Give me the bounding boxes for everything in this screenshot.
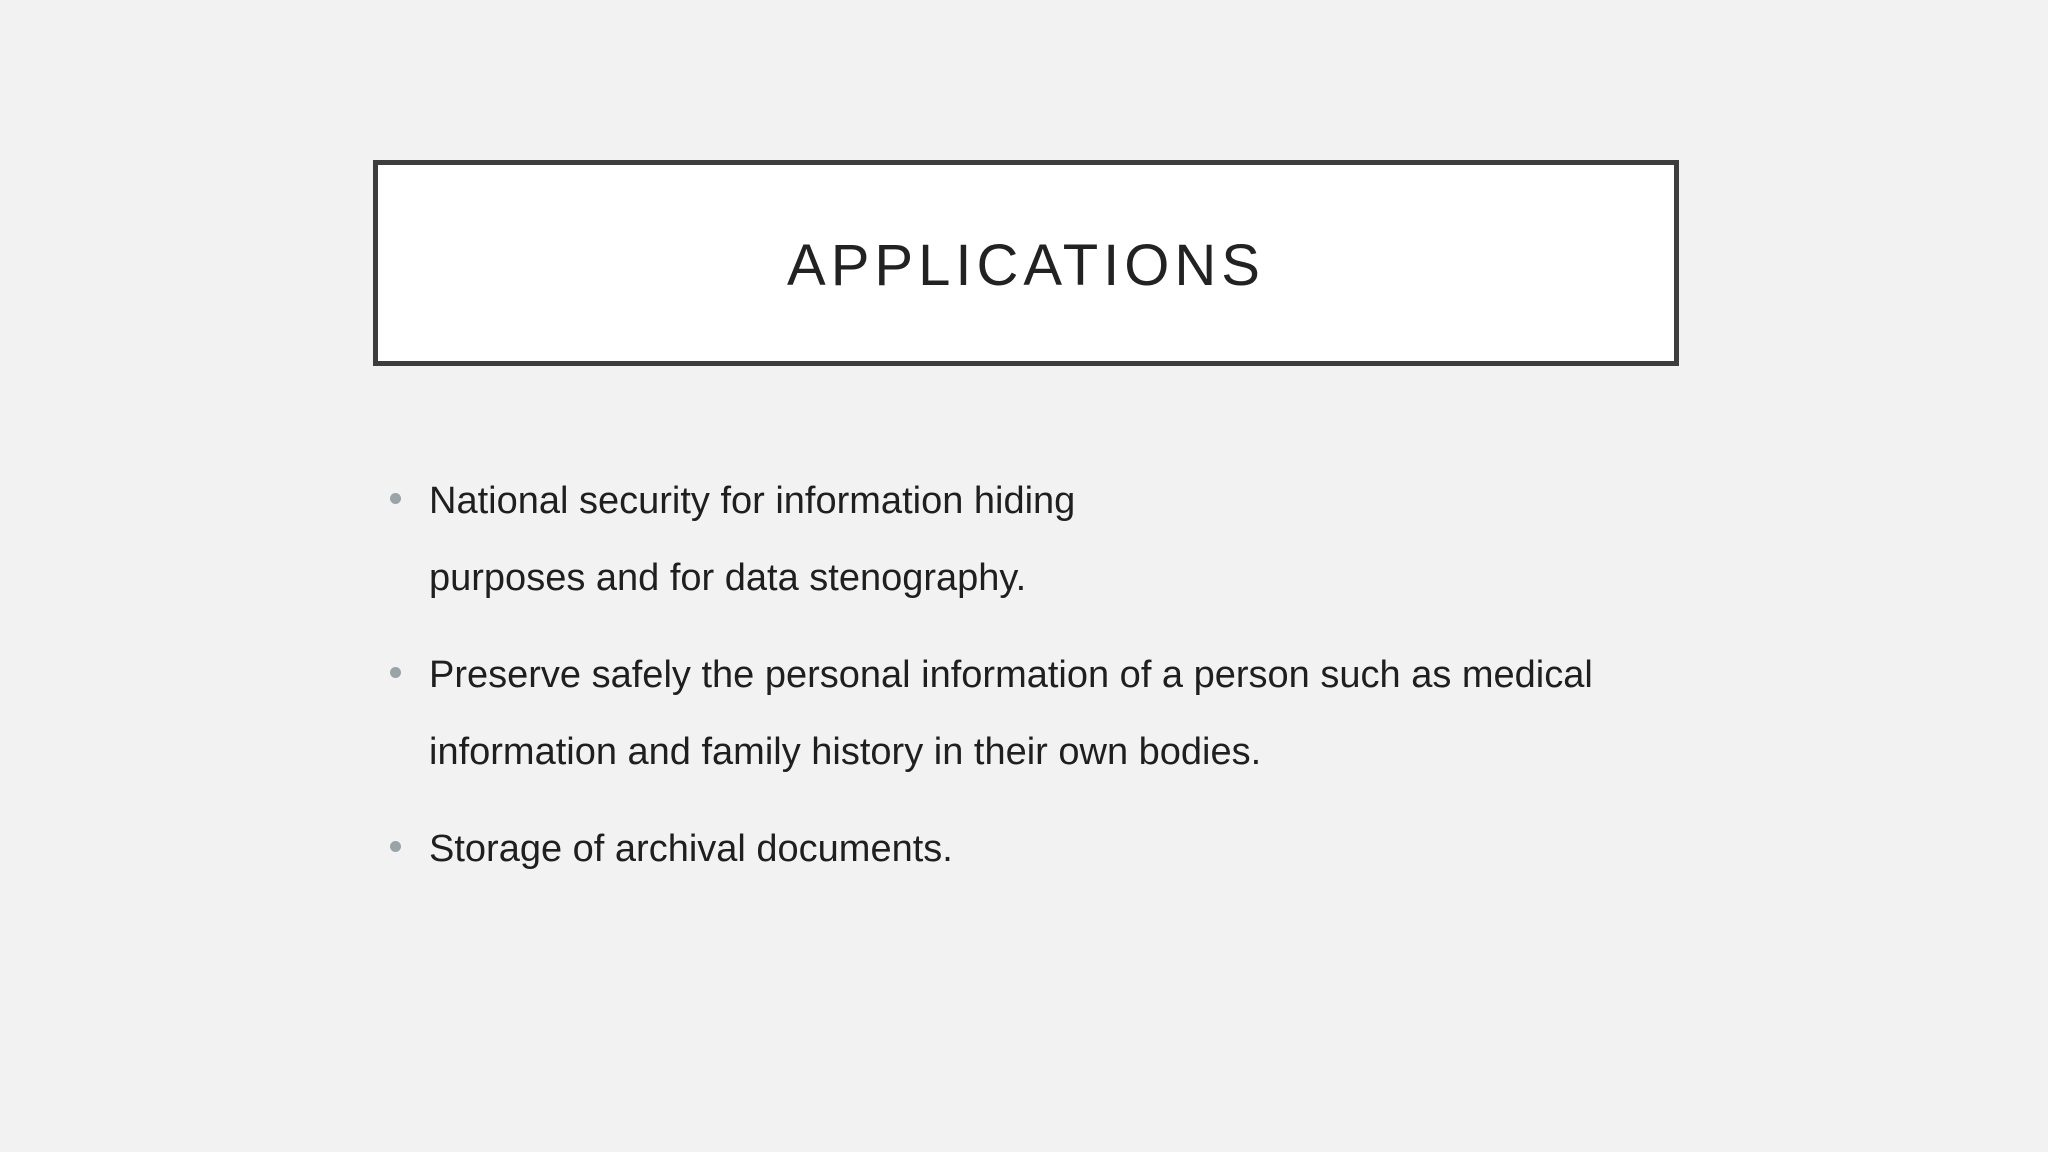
bullet-line: purposes and for data stenography.: [429, 557, 1027, 599]
bullet-line: National security for information hiding: [429, 480, 1076, 522]
bullet-line: Storage of archival documents.: [429, 828, 953, 870]
bullet-line: Preserve safely the personal information of a person such as medical: [429, 654, 1593, 696]
bullet-list: [384, 463, 1674, 908]
bullet-line: information and family history in their own bodies.: [429, 731, 1262, 773]
slide-title: APPLICATIONS: [787, 232, 1265, 298]
bullet-dot-icon: [390, 841, 401, 852]
bullet-item: [384, 637, 1674, 791]
title-box: [373, 160, 1679, 366]
bullet-dot-icon: [390, 493, 401, 504]
bullet-dot-icon: [390, 667, 401, 678]
bullet-item: [384, 463, 1674, 617]
bullet-item: [384, 811, 1674, 888]
